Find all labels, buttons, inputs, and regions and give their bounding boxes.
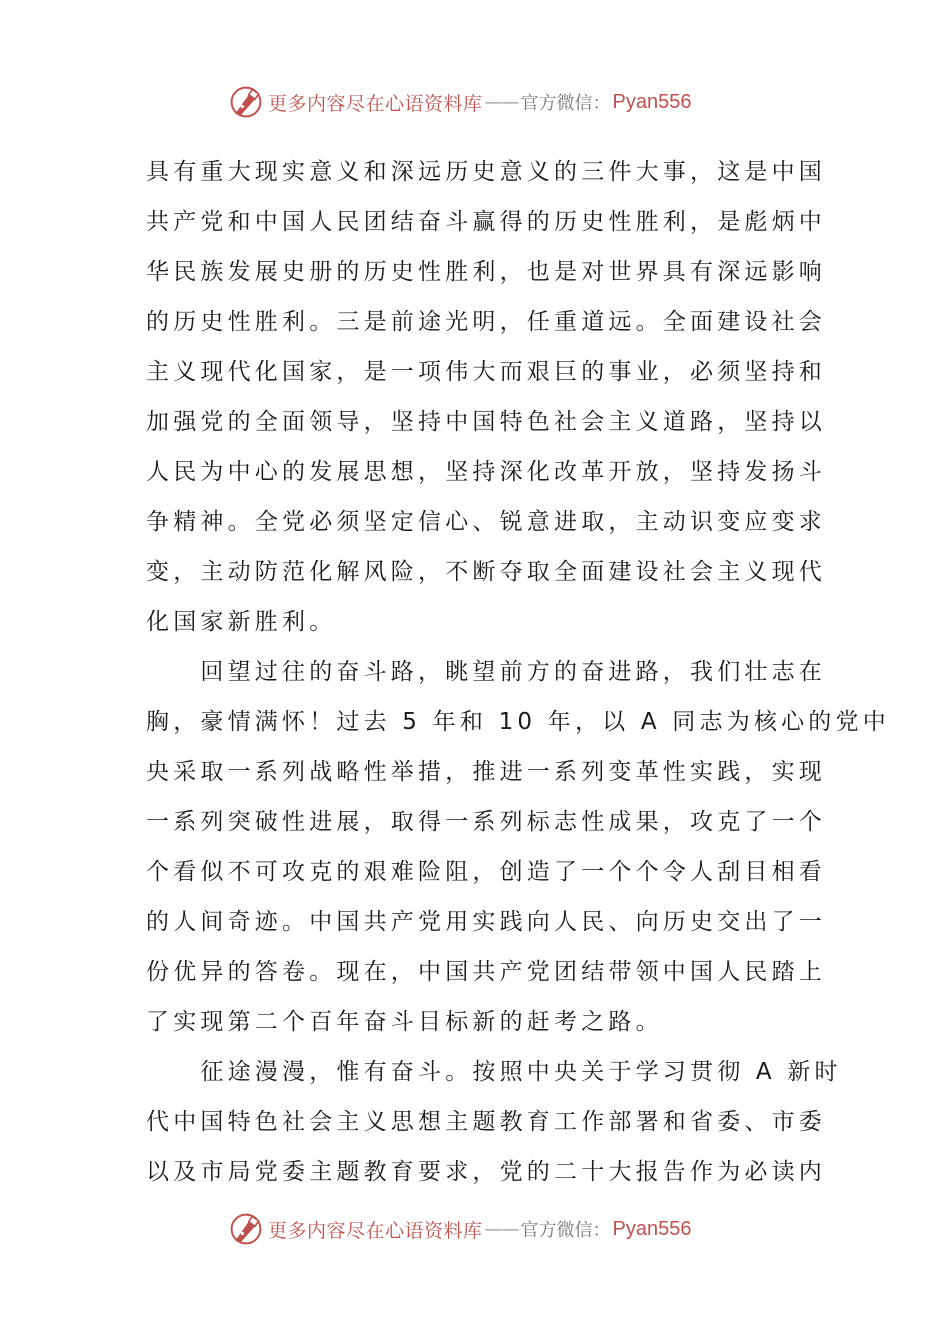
text-line: 人民为中心的发展思想，坚持深化改革开放，坚持发扬斗 [146,459,826,485]
banner-separator: —— [484,1218,519,1240]
banner-wechat-handle: Pyan556 [612,90,692,113]
text-line: 了实现第二个百年奋斗目标新的赶考之路。 [146,1009,663,1035]
banner-wechat-label: 官方微信： [520,1220,611,1241]
text-line: 共产党和中国人民团结奋斗赢得的历史性胜利，是彪炳中 [146,209,826,235]
text-line: 份优异的答卷。现在，中国共产党团结带领中国人民踏上 [146,959,826,985]
text-line: 华民族发展史册的历史性胜利，也是对世界具有深远影响 [146,259,826,285]
banner-separator: —— [484,91,519,113]
text-line: 央采取一系列战略性举措，推进一系列变革性实践，实现 [146,759,826,785]
banner-site-text: 更多内容尽在心语资料库 [268,92,483,115]
text-line: 征途漫漫，惟有奋斗。按照中央关于学习贯彻 A 新时 [146,1059,842,1085]
text-line: 回望过往的奋斗路，眺望前方的奋进路，我们壮志在 [146,659,826,685]
text-line: 的历史性胜利。三是前途光明，任重道远。全面建设社会 [146,309,826,335]
document-body [146,147,890,1197]
text-line: 个看似不可攻克的艰难险阻，创造了一个个令人刮目相看 [146,859,826,885]
pen-nib-logo-icon [228,84,264,120]
text-line: 胸，豪情满怀！过去 5 年和 10 年，以 A 同志为核心的党中 [146,709,890,735]
header-banner [228,82,691,122]
banner-site-text: 更多内容尽在心语资料库 [268,1219,483,1242]
text-line: 主义现代化国家，是一项伟大而艰巨的事业，必须坚持和 [146,359,826,385]
text-line: 变，主动防范化解风险，不断夺取全面建设社会主义现代 [146,559,826,585]
banner-wechat-handle: Pyan556 [612,1217,692,1240]
text-line: 化国家新胜利。 [146,609,337,635]
banner-wechat-label: 官方微信： [520,93,611,114]
text-line: 以及市局党委主题教育要求，党的二十大报告作为必读内 [146,1159,826,1185]
text-line: 加强党的全面领导，坚持中国特色社会主义道路，坚持以 [146,409,826,435]
text-line: 具有重大现实意义和深远历史意义的三件大事，这是中国 [146,159,826,185]
text-line: 的人间奇迹。中国共产党用实践向人民、向历史交出了一 [146,909,826,935]
text-line: 争精神。全党必须坚定信心、锐意进取，主动识变应变求 [146,509,826,535]
text-line: 代中国特色社会主义思想主题教育工作部署和省委、市委 [146,1109,826,1135]
pen-nib-logo-icon [228,1211,264,1247]
text-line: 一系列突破性进展，取得一系列标志性成果，攻克了一个 [146,809,826,835]
footer-banner [228,1209,691,1249]
